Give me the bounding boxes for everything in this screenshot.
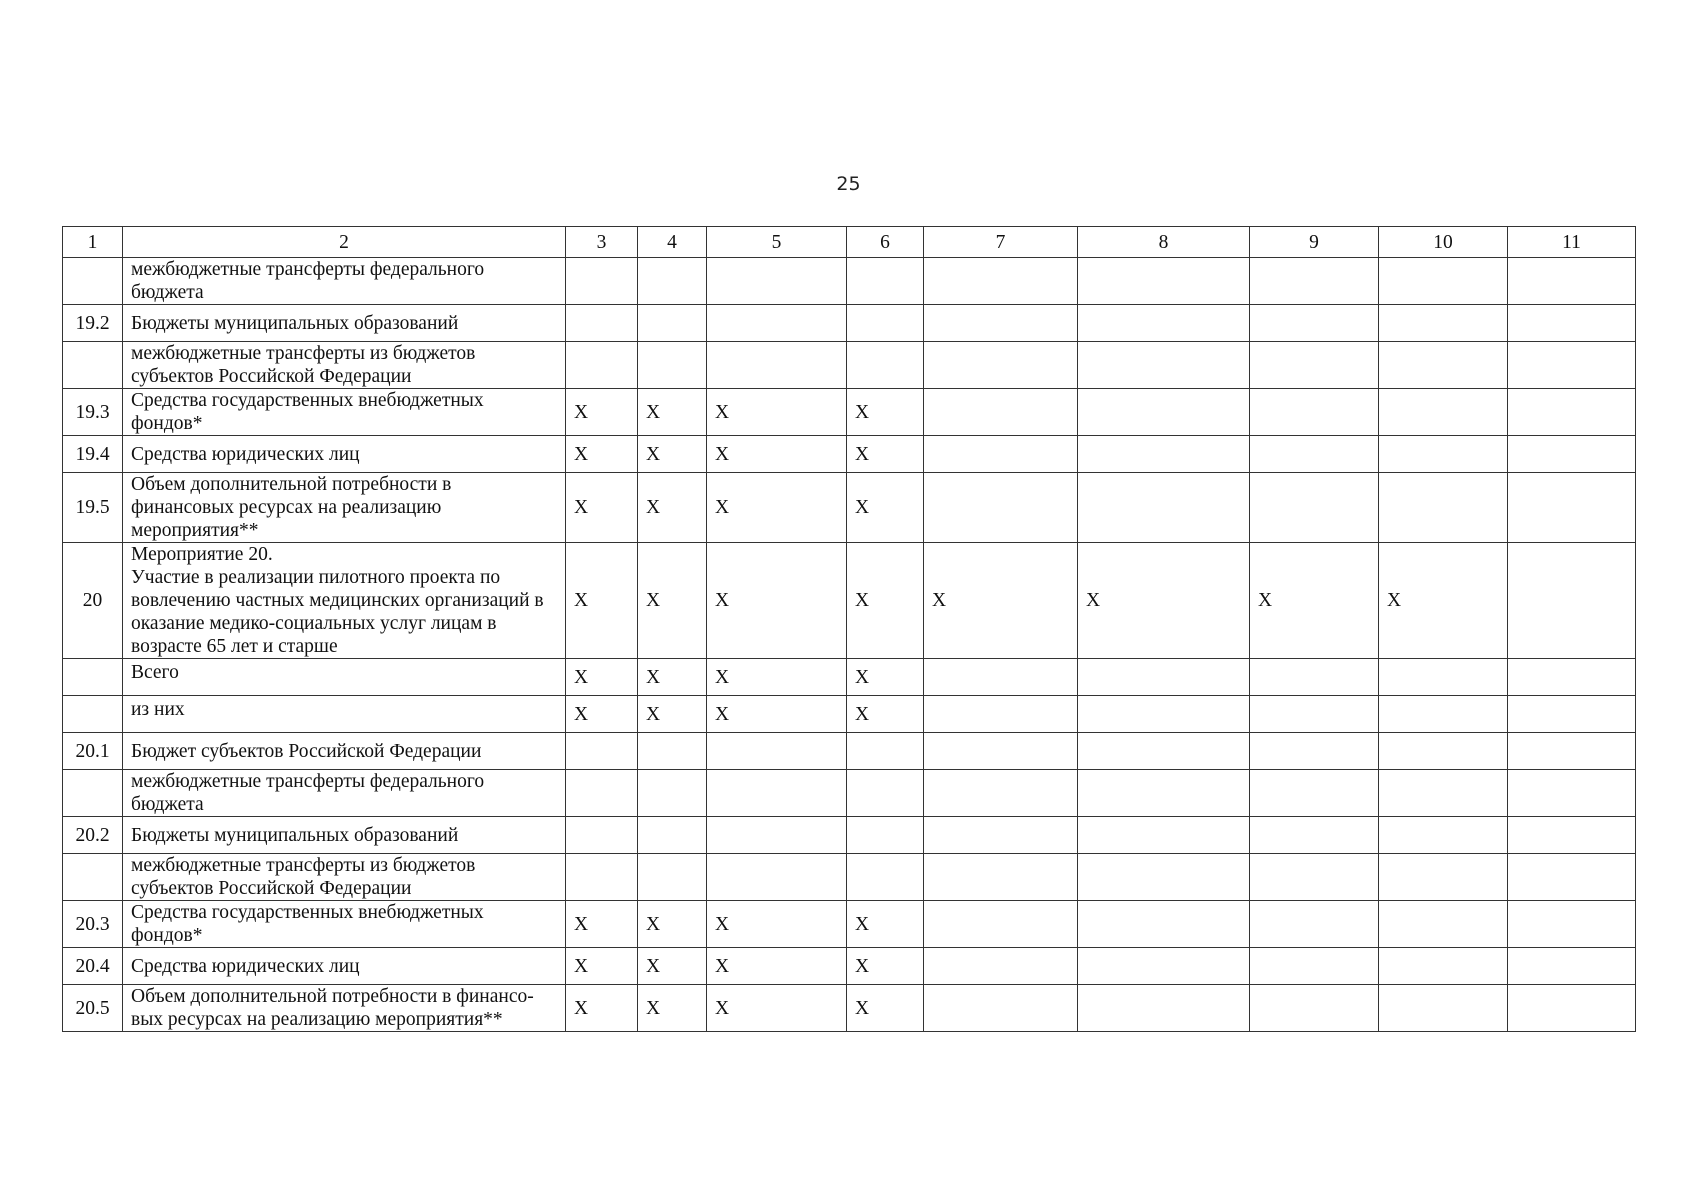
cell-col-10 <box>1379 817 1508 854</box>
cell-col-10: X <box>1379 543 1508 659</box>
cell-col-10 <box>1379 854 1508 901</box>
column-header-10: 10 <box>1379 227 1508 258</box>
row-title: Мероприятие 20. <box>131 544 273 565</box>
cell-col-3: X <box>566 696 638 733</box>
cell-col-3 <box>566 817 638 854</box>
cell-col-5: X <box>707 389 847 436</box>
row-label: межбюджетные трансферты из бюджетов субъектов Российской Федерации <box>131 343 476 387</box>
column-header-7: 7 <box>924 227 1078 258</box>
row-label: Средства государственных внебюджетных фондов* <box>131 902 484 946</box>
cell-col-6 <box>847 770 924 817</box>
cell-col-3: X <box>566 901 638 948</box>
column-header-6: 6 <box>847 227 924 258</box>
row-number: 19.2 <box>63 305 123 342</box>
cell-col-10 <box>1379 985 1508 1032</box>
cell-col-6 <box>847 854 924 901</box>
row-number <box>63 770 123 817</box>
row-number <box>63 696 123 733</box>
row-description <box>123 543 566 659</box>
financing-table <box>62 226 1636 1032</box>
cell-col-9 <box>1250 733 1379 770</box>
cell-col-11 <box>1508 733 1636 770</box>
row-label: Средства юридических лиц <box>131 955 360 977</box>
cell-col-6 <box>847 342 924 389</box>
cell-col-7 <box>924 436 1078 473</box>
cell-col-9 <box>1250 901 1379 948</box>
cell-col-7 <box>924 342 1078 389</box>
row-description <box>123 342 566 389</box>
cell-col-11 <box>1508 659 1636 696</box>
cell-col-6: X <box>847 473 924 543</box>
table-body <box>63 258 1636 1032</box>
cell-col-4: X <box>638 543 707 659</box>
cell-col-9 <box>1250 258 1379 305</box>
cell-col-11 <box>1508 854 1636 901</box>
table-row <box>63 733 1636 770</box>
row-label: Участие в реализации пилотного проекта по вовлечению частных медицинских организаций в оказание медико-социальных услуг лицам в возрасте 65 лет и старше <box>131 567 544 657</box>
cell-col-9 <box>1250 659 1379 696</box>
row-label: Бюджеты муниципальных образований <box>131 312 459 334</box>
cell-col-7 <box>924 389 1078 436</box>
cell-col-6: X <box>847 436 924 473</box>
cell-col-10 <box>1379 659 1508 696</box>
row-number: 19.3 <box>63 389 123 436</box>
cell-col-4: X <box>638 948 707 985</box>
row-number: 20.3 <box>63 901 123 948</box>
cell-col-6: X <box>847 948 924 985</box>
table-row <box>63 817 1636 854</box>
cell-col-10 <box>1379 305 1508 342</box>
cell-col-3 <box>566 854 638 901</box>
cell-col-9 <box>1250 473 1379 543</box>
cell-col-11 <box>1508 305 1636 342</box>
row-description <box>123 389 566 436</box>
row-label: Бюджеты муниципальных образований <box>131 824 459 846</box>
cell-col-4 <box>638 770 707 817</box>
column-header-8: 8 <box>1078 227 1250 258</box>
row-description <box>123 305 566 342</box>
row-number: 19.5 <box>63 473 123 543</box>
row-label: Средства государственных внебюджетных фондов* <box>131 390 484 434</box>
cell-col-5 <box>707 342 847 389</box>
cell-col-11 <box>1508 770 1636 817</box>
cell-col-3 <box>566 258 638 305</box>
cell-col-11 <box>1508 473 1636 543</box>
row-number: 20.1 <box>63 733 123 770</box>
cell-col-11 <box>1508 342 1636 389</box>
table-row <box>63 948 1636 985</box>
cell-col-6 <box>847 305 924 342</box>
cell-col-3 <box>566 733 638 770</box>
cell-col-9: X <box>1250 543 1379 659</box>
cell-col-11 <box>1508 985 1636 1032</box>
cell-col-11 <box>1508 817 1636 854</box>
table-row <box>63 854 1636 901</box>
cell-col-8 <box>1078 901 1250 948</box>
cell-col-8 <box>1078 696 1250 733</box>
row-number <box>63 258 123 305</box>
cell-col-8 <box>1078 342 1250 389</box>
row-label: Бюджет субъектов Российской Федерации <box>131 740 482 762</box>
cell-col-6 <box>847 258 924 305</box>
table-row <box>63 342 1636 389</box>
cell-col-8 <box>1078 305 1250 342</box>
table-row <box>63 389 1636 436</box>
row-number: 20.2 <box>63 817 123 854</box>
cell-col-9 <box>1250 305 1379 342</box>
header-row <box>63 227 1636 258</box>
cell-col-3: X <box>566 985 638 1032</box>
cell-col-11 <box>1508 901 1636 948</box>
cell-col-9 <box>1250 817 1379 854</box>
row-description <box>123 901 566 948</box>
cell-col-5 <box>707 854 847 901</box>
table-row <box>63 436 1636 473</box>
column-header-11: 11 <box>1508 227 1636 258</box>
column-header-3: 3 <box>566 227 638 258</box>
cell-col-6: X <box>847 985 924 1032</box>
cell-col-10 <box>1379 436 1508 473</box>
cell-col-7 <box>924 305 1078 342</box>
cell-col-4 <box>638 305 707 342</box>
cell-col-4: X <box>638 985 707 1032</box>
cell-col-5: X <box>707 696 847 733</box>
cell-col-7 <box>924 258 1078 305</box>
cell-col-4: X <box>638 436 707 473</box>
cell-col-8 <box>1078 770 1250 817</box>
cell-col-11 <box>1508 948 1636 985</box>
cell-col-7 <box>924 854 1078 901</box>
cell-col-4 <box>638 258 707 305</box>
cell-col-8 <box>1078 389 1250 436</box>
cell-col-9 <box>1250 342 1379 389</box>
row-number <box>63 342 123 389</box>
row-description <box>123 258 566 305</box>
cell-col-9 <box>1250 985 1379 1032</box>
row-description <box>123 696 566 733</box>
cell-col-3: X <box>566 436 638 473</box>
row-label: Объем дополнительной потребности в финансовых ресурсах на реализацию мероприятия** <box>131 474 452 541</box>
cell-col-10 <box>1379 473 1508 543</box>
row-description <box>123 770 566 817</box>
row-description <box>123 733 566 770</box>
cell-col-7 <box>924 985 1078 1032</box>
cell-col-4: X <box>638 389 707 436</box>
cell-col-5: X <box>707 901 847 948</box>
cell-col-8 <box>1078 436 1250 473</box>
cell-col-7 <box>924 948 1078 985</box>
row-label: межбюджетные трансферты федерального бюджета <box>131 771 485 815</box>
cell-col-3 <box>566 342 638 389</box>
cell-col-3: X <box>566 389 638 436</box>
cell-col-6 <box>847 817 924 854</box>
cell-col-5 <box>707 817 847 854</box>
cell-col-7: X <box>924 543 1078 659</box>
cell-col-11 <box>1508 389 1636 436</box>
cell-col-7 <box>924 901 1078 948</box>
page-number: 25 <box>836 173 861 195</box>
cell-col-5 <box>707 770 847 817</box>
cell-col-8 <box>1078 659 1250 696</box>
cell-col-5 <box>707 305 847 342</box>
row-number: 19.4 <box>63 436 123 473</box>
cell-col-9 <box>1250 854 1379 901</box>
table-row <box>63 659 1636 696</box>
table-row <box>63 985 1636 1032</box>
cell-col-4 <box>638 817 707 854</box>
row-number: 20 <box>63 543 123 659</box>
row-number <box>63 854 123 901</box>
row-description <box>123 854 566 901</box>
row-description <box>123 659 566 696</box>
row-description <box>123 436 566 473</box>
column-header-9: 9 <box>1250 227 1379 258</box>
row-label: Всего <box>131 662 179 683</box>
cell-col-7 <box>924 770 1078 817</box>
row-number: 20.4 <box>63 948 123 985</box>
cell-col-10 <box>1379 258 1508 305</box>
cell-col-7 <box>924 659 1078 696</box>
cell-col-3 <box>566 305 638 342</box>
table-row <box>63 901 1636 948</box>
cell-col-4: X <box>638 696 707 733</box>
column-header-1: 1 <box>63 227 123 258</box>
row-label: Средства юридических лиц <box>131 443 360 465</box>
cell-col-5: X <box>707 659 847 696</box>
cell-col-9 <box>1250 696 1379 733</box>
cell-col-7 <box>924 696 1078 733</box>
cell-col-5 <box>707 733 847 770</box>
cell-col-6: X <box>847 389 924 436</box>
cell-col-4: X <box>638 659 707 696</box>
cell-col-7 <box>924 473 1078 543</box>
cell-col-4: X <box>638 473 707 543</box>
cell-col-9 <box>1250 436 1379 473</box>
cell-col-6: X <box>847 901 924 948</box>
cell-col-10 <box>1379 389 1508 436</box>
cell-col-8 <box>1078 733 1250 770</box>
cell-col-8 <box>1078 948 1250 985</box>
cell-col-10 <box>1379 342 1508 389</box>
cell-col-3 <box>566 770 638 817</box>
table-row <box>63 696 1636 733</box>
column-header-5: 5 <box>707 227 847 258</box>
cell-col-8 <box>1078 473 1250 543</box>
cell-col-8 <box>1078 817 1250 854</box>
cell-col-3: X <box>566 948 638 985</box>
cell-col-10 <box>1379 948 1508 985</box>
column-header-4: 4 <box>638 227 707 258</box>
cell-col-10 <box>1379 696 1508 733</box>
cell-col-8 <box>1078 854 1250 901</box>
table-row <box>63 770 1636 817</box>
cell-col-10 <box>1379 770 1508 817</box>
cell-col-5: X <box>707 543 847 659</box>
cell-col-4: X <box>638 901 707 948</box>
cell-col-11 <box>1508 543 1636 659</box>
cell-col-5: X <box>707 436 847 473</box>
cell-col-9 <box>1250 948 1379 985</box>
cell-col-5: X <box>707 473 847 543</box>
row-description <box>123 817 566 854</box>
cell-col-9 <box>1250 770 1379 817</box>
cell-col-5: X <box>707 985 847 1032</box>
table-row <box>63 473 1636 543</box>
cell-col-10 <box>1379 901 1508 948</box>
table-row <box>63 305 1636 342</box>
row-label: из них <box>131 699 185 720</box>
cell-col-5: X <box>707 948 847 985</box>
cell-col-5 <box>707 258 847 305</box>
table-header <box>63 227 1636 258</box>
cell-col-3: X <box>566 473 638 543</box>
table-row <box>63 543 1636 659</box>
table-row <box>63 258 1636 305</box>
row-label: межбюджетные трансферты федерального бюджета <box>131 259 485 303</box>
cell-col-6: X <box>847 659 924 696</box>
cell-col-11 <box>1508 696 1636 733</box>
cell-col-4 <box>638 733 707 770</box>
row-label: межбюджетные трансферты из бюджетов субъектов Российской Федерации <box>131 855 476 899</box>
cell-col-4 <box>638 342 707 389</box>
row-description <box>123 948 566 985</box>
cell-col-7 <box>924 817 1078 854</box>
cell-col-6: X <box>847 543 924 659</box>
cell-col-8 <box>1078 258 1250 305</box>
cell-col-10 <box>1379 733 1508 770</box>
cell-col-3: X <box>566 659 638 696</box>
row-number <box>63 659 123 696</box>
cell-col-11 <box>1508 258 1636 305</box>
column-header-2: 2 <box>123 227 566 258</box>
cell-col-6 <box>847 733 924 770</box>
cell-col-7 <box>924 733 1078 770</box>
cell-col-9 <box>1250 389 1379 436</box>
cell-col-3: X <box>566 543 638 659</box>
cell-col-11 <box>1508 436 1636 473</box>
cell-col-8 <box>1078 985 1250 1032</box>
cell-col-6: X <box>847 696 924 733</box>
cell-col-8: X <box>1078 543 1250 659</box>
row-label: Объем дополнительной потребности в финансо-вых ресурсах на реализацию мероприятия** <box>131 986 534 1030</box>
row-description <box>123 473 566 543</box>
row-description <box>123 985 566 1032</box>
row-number: 20.5 <box>63 985 123 1032</box>
cell-col-4 <box>638 854 707 901</box>
